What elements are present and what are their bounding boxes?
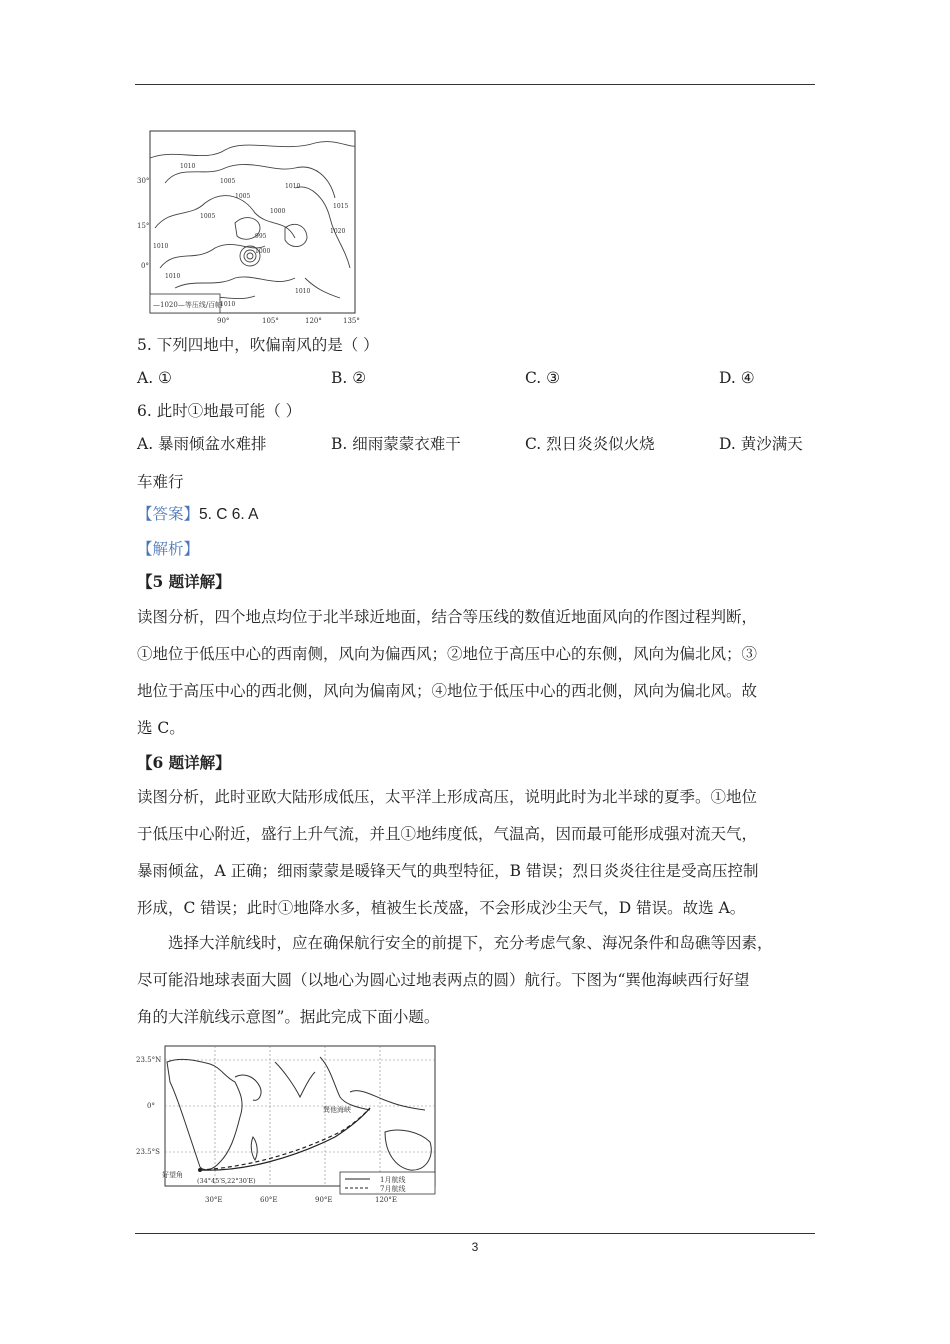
isobar-label: 995 [255,233,267,240]
passage-line: 角的大洋航线示意图”。据此完成下面小题。 [137,1008,440,1026]
q6-option-b: B. 细雨蒙蒙衣难干 [331,435,461,453]
q6-detail-title: 【6 题详解】 [137,753,231,772]
analysis-label: 【解析】 [137,540,200,558]
isobar-label: 1020 [330,228,346,235]
lon-label: 135° [343,317,360,325]
q5-detail-line: 选 C。 [137,719,185,737]
q5-detail-line: 读图分析，四个地点均位于北半球近地面，结合等压线的数值近地面风向的作图过程判断， [137,608,758,626]
ocean-route-map [135,1042,440,1212]
header-rule [135,84,815,85]
cape-coord: (34°45′S,22°30′E) [197,1177,256,1185]
q5-detail-line: 地位于高压中心的西北侧，风向为偏南风；④地位于低压中心的西北侧，风向为偏北风。故 [137,682,758,700]
isobar-label: 1010 [153,243,169,250]
q5-detail-line: ①地位于低压中心的西南侧，风向为偏西风；②地位于高压中心的东侧，风向为偏北风；③ [137,645,758,663]
q6-option-d: D. 黄沙满天 [719,435,803,453]
cape-label: 好望角 [162,1171,183,1179]
page-number: 3 [471,1240,479,1254]
isobar-label: 1005 [220,178,236,185]
q5-option-c: C. ③ [525,369,561,387]
isobar-label: 1010 [220,301,236,308]
lat-label: 23.5°S [136,1148,160,1156]
map-legend: —1020—等压线/百帕 [153,301,223,309]
lat-label: 23.5°N [136,1056,162,1064]
answer-label: 【答案】 [137,505,200,523]
isobar-label: 1005 [235,193,251,200]
isobar-label: 1000 [255,248,271,255]
passage-line: 选择大洋航线时，应在确保航行安全的前提下，充分考虑气象、海况条件和岛礁等因素， [168,934,773,952]
lon-label: 30°E [205,1196,223,1204]
legend-jan: 1月航线 [380,1176,406,1184]
lon-label: 105° [262,317,279,325]
lat-label: 0° [141,262,149,270]
lon-label: 120°E [375,1196,397,1204]
answer-line [137,504,258,525]
isobar-label: 1010 [285,183,301,190]
q5-option-a: A. ① [137,369,172,387]
q6-detail-line: 读图分析，此时亚欧大陆形成低压，太平洋上形成高压，说明此时为北半球的夏季。①地位 [137,788,758,806]
legend-jul: 7月航线 [380,1185,406,1193]
lon-label: 60°E [260,1196,278,1204]
q6-option-d-cont: 车难行 [137,473,184,491]
isobar-map [135,128,365,326]
q6-detail-line: 于低压中心附近，盛行上升气流，并且①地纬度低，气温高，因而最可能形成强对流天气， [137,825,758,843]
passage-line: 尽可能沿地球表面大圆（以地心为圆心过地表两点的圆）航行。下图为“巽他海峡西行好望 [137,971,750,989]
q6-option-c: C. 烈日炎炎似火烧 [525,435,655,453]
answer-text: 5. C 6. A [199,506,259,523]
isobar-label: 1010 [295,288,311,295]
q5-option-b: B. ② [331,369,367,387]
lon-label: 120° [305,317,322,325]
isobar-label: 1005 [200,213,216,220]
q6-detail-line: 暴雨倾盆，A 正确；细雨蒙蒙是暖锋天气的典型特征，B 错误；烈日炎炎往往是受高压控制 [137,862,759,880]
strait-label: 巽他海峡 [323,1106,351,1114]
q6-option-a: A. 暴雨倾盆水难排 [137,435,267,453]
q6-detail-line: 形成，C 错误；此时①地降水多，植被生长茂盛，不会形成沙尘天气，D 错误。故选 A。 [137,899,746,917]
q6-stem: 6. 此时①地最可能（ ） [137,402,302,420]
lon-label: 90° [217,317,230,325]
q5-detail-title: 【5 题详解】 [137,572,231,591]
q5-option-d: D. ④ [719,369,755,387]
lat-label: 0° [147,1102,155,1110]
isobar-label: 1010 [165,273,181,280]
footer-rule [135,1233,815,1234]
isobar-label: 1000 [270,208,286,215]
lat-label: 30° [137,177,150,185]
isobar-label: 1015 [333,203,349,210]
isobar-label: 1010 [180,163,196,170]
q5-stem: 5. 下列四地中，吹偏南风的是（ ） [137,336,379,354]
lon-label: 90°E [315,1196,333,1204]
lat-label: 15° [137,222,150,230]
